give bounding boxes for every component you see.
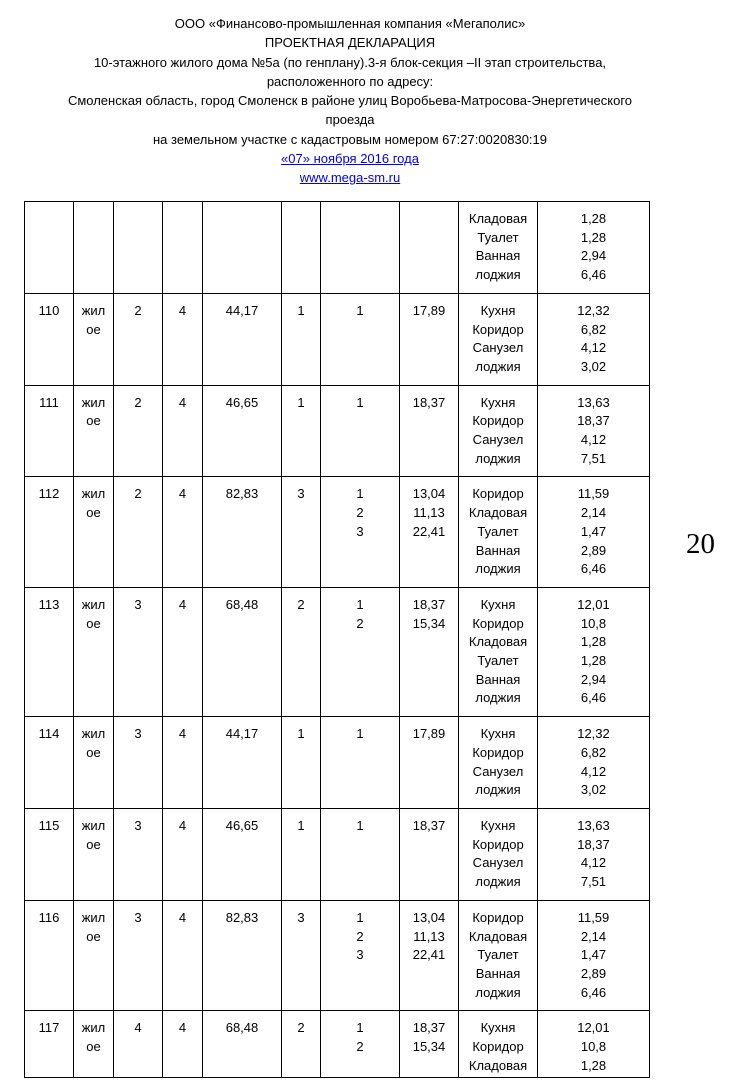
room-areas-line: 17,89 (412, 302, 446, 318)
total-area: 46,65 (203, 385, 282, 477)
auxiliary-room-areas-line: 10,8 (580, 1039, 607, 1055)
entrance: 4 (163, 587, 203, 716)
room-numbers-line: 1 (356, 596, 364, 612)
apartment-number: 116 (25, 900, 74, 1011)
auxiliary-room-names-line: лоджия (475, 267, 521, 283)
auxiliary-room-names (459, 808, 538, 900)
auxiliary-room-names (459, 717, 538, 809)
room-areas-line: 11,13 (413, 505, 445, 521)
total-area: 82,83 (203, 900, 282, 1011)
auxiliary-room-areas-line: 1,28 (580, 653, 607, 669)
room-areas (400, 808, 459, 900)
floor: 3 (114, 808, 163, 900)
company-name: ООО «Финансово-промышленная компания «Мегаполис» (174, 16, 526, 31)
room-numbers-line: 1 (356, 726, 364, 742)
auxiliary-room-names-line: лоджия (475, 358, 521, 374)
apartment-type (74, 587, 114, 716)
room-areas-line: 17,89 (412, 726, 446, 742)
room-numbers-line: 3 (356, 523, 364, 539)
auxiliary-room-names-line: Коридор (472, 486, 524, 502)
total-area (203, 202, 282, 294)
auxiliary-room-names-line: Ванная (475, 248, 521, 264)
room-numbers-line: 3 (356, 947, 364, 963)
room-numbers (321, 202, 400, 294)
rooms-count: 3 (282, 477, 321, 588)
auxiliary-room-names-line: Кухня (480, 394, 516, 410)
header-line-address-cont: проезда (325, 112, 375, 128)
room-numbers-line: 1 (356, 394, 364, 410)
room-areas-line: 13,04 (412, 486, 446, 502)
auxiliary-room-areas-line: 6,46 (580, 690, 607, 706)
room-numbers (321, 808, 400, 900)
apartment-type-line: жил (81, 1020, 106, 1036)
room-areas (400, 477, 459, 588)
room-areas (400, 717, 459, 809)
apartment-type-line: жил (81, 486, 106, 502)
auxiliary-room-names-line: Кладовая (468, 1057, 528, 1073)
auxiliary-room-areas-line: 2,14 (580, 928, 607, 944)
auxiliary-room-names-line: Санузел (472, 340, 524, 356)
auxiliary-room-names-line: Туалет (477, 947, 519, 963)
page-number: 20 (686, 528, 715, 560)
apartment-type-line: жил (81, 817, 106, 833)
room-areas (400, 385, 459, 477)
floor: 4 (114, 1011, 163, 1078)
rooms-count (282, 202, 321, 294)
rooms-count: 1 (282, 717, 321, 809)
apartment-number (25, 202, 74, 294)
table-row (25, 717, 650, 809)
room-numbers (321, 1011, 400, 1078)
auxiliary-room-names (459, 587, 538, 716)
auxiliary-room-names-line: лоджия (475, 782, 521, 798)
room-areas-line: 18,37 (412, 596, 446, 612)
apartment-type-line: ое (86, 928, 101, 944)
auxiliary-room-names-line: Коридор (472, 909, 524, 925)
floor: 2 (114, 385, 163, 477)
apartment-type (74, 293, 114, 385)
entrance: 4 (163, 293, 203, 385)
entrance: 4 (163, 385, 203, 477)
rooms-count: 1 (282, 808, 321, 900)
room-areas-line: 18,37 (412, 817, 446, 833)
apartment-type-line: жил (81, 394, 106, 410)
auxiliary-room-names-line: лоджия (475, 874, 521, 890)
apartment-number: 115 (25, 808, 74, 900)
rooms-count: 1 (282, 293, 321, 385)
table-row (25, 293, 650, 385)
auxiliary-room-areas (538, 808, 650, 900)
auxiliary-room-names-line: Санузел (472, 432, 524, 448)
auxiliary-room-areas-line: 18,37 (577, 413, 610, 429)
apartment-type (74, 900, 114, 1011)
auxiliary-room-areas (538, 385, 650, 477)
auxiliary-room-areas-line: 3,02 (580, 358, 607, 374)
entrance: 4 (163, 1011, 203, 1078)
auxiliary-room-areas-line: 1,28 (580, 634, 607, 650)
auxiliary-room-areas-line: 2,94 (580, 671, 607, 687)
room-numbers-line: 1 (356, 486, 364, 502)
total-area: 46,65 (203, 808, 282, 900)
auxiliary-room-areas-line: 4,12 (580, 855, 607, 871)
auxiliary-room-names-line: лоджия (475, 690, 521, 706)
header-line-cadastral: на земельном участке с кадастровым номером 67:27:0020830:19 (152, 131, 547, 147)
auxiliary-room-areas-line: 7,51 (580, 450, 607, 466)
auxiliary-room-areas-line: 11,59 (577, 909, 610, 925)
table-row (25, 385, 650, 477)
table-row (25, 202, 650, 294)
table-row (25, 587, 650, 716)
auxiliary-room-areas (538, 202, 650, 294)
entrance: 4 (163, 900, 203, 1011)
auxiliary-room-areas-line: 4,12 (580, 763, 607, 779)
rooms-count: 2 (282, 1011, 321, 1078)
room-numbers (321, 293, 400, 385)
auxiliary-room-areas-line: 6,82 (580, 321, 607, 337)
auxiliary-room-names-line: лоджия (475, 984, 521, 1000)
room-areas-line: 18,37 (412, 394, 446, 410)
apartment-type-line: жил (81, 909, 106, 925)
auxiliary-room-names-line: Санузел (472, 855, 524, 871)
auxiliary-room-names-line: Коридор (472, 615, 524, 631)
auxiliary-room-areas-line: 4,12 (580, 432, 607, 448)
entrance: 4 (163, 477, 203, 588)
room-numbers-line: 1 (356, 909, 364, 925)
apartment-type-line: ое (86, 413, 101, 429)
document-title: ПРОЕКТНАЯ ДЕКЛАРАЦИЯ (264, 35, 436, 51)
header-line-address: Смоленская область, город Смоленск в районе улиц Воробьева-Матросова-Энергетического (67, 93, 633, 109)
auxiliary-room-names-line: Санузел (472, 763, 524, 779)
auxiliary-room-areas-line: 12,01 (577, 596, 610, 612)
auxiliary-room-names-line: Кухня (480, 726, 516, 742)
table-row (25, 1011, 650, 1078)
total-area: 82,83 (203, 477, 282, 588)
auxiliary-room-areas-line: 12,01 (577, 1020, 610, 1036)
auxiliary-room-names-line: Туалет (477, 653, 519, 669)
room-areas (400, 293, 459, 385)
auxiliary-room-names-line: Ванная (475, 965, 521, 981)
apartment-number: 112 (25, 477, 74, 588)
auxiliary-room-names-line: Ванная (475, 542, 521, 558)
auxiliary-room-names-line: Коридор (472, 413, 524, 429)
room-numbers-line: 2 (356, 928, 364, 944)
total-area: 68,48 (203, 1011, 282, 1078)
auxiliary-room-names-line: Кухня (480, 596, 516, 612)
apartment-type (74, 202, 114, 294)
room-areas-line: 18,37 (412, 1020, 446, 1036)
auxiliary-room-areas-line: 4,12 (580, 340, 607, 356)
apartment-type (74, 808, 114, 900)
room-areas-line: 15,34 (412, 615, 446, 631)
apartment-type (74, 385, 114, 477)
date-link[interactable]: «07» ноября 2016 года (281, 151, 419, 167)
auxiliary-room-areas (538, 1011, 650, 1078)
room-numbers (321, 477, 400, 588)
auxiliary-room-names (459, 202, 538, 294)
auxiliary-room-names (459, 385, 538, 477)
table-row (25, 477, 650, 588)
auxiliary-room-names (459, 293, 538, 385)
auxiliary-room-areas-line: 13,63 (577, 817, 610, 833)
floor: 3 (114, 587, 163, 716)
apartment-number: 117 (25, 1011, 74, 1078)
auxiliary-room-areas-line: 2,89 (580, 542, 607, 558)
auxiliary-room-areas-line: 1,47 (580, 947, 607, 963)
apartment-number: 110 (25, 293, 74, 385)
rooms-count: 3 (282, 900, 321, 1011)
room-numbers-line: 2 (356, 615, 364, 631)
room-numbers (321, 717, 400, 809)
auxiliary-room-names-line: Кладовая (468, 505, 528, 521)
auxiliary-room-names-line: Туалет (477, 229, 519, 245)
auxiliary-room-names-line: Ванная (475, 671, 521, 687)
room-numbers (321, 900, 400, 1011)
auxiliary-room-areas-line: 18,37 (577, 836, 610, 852)
total-area: 44,17 (203, 717, 282, 809)
auxiliary-room-names-line: Коридор (472, 1039, 524, 1055)
auxiliary-room-names-line: Коридор (472, 321, 524, 337)
room-areas (400, 587, 459, 716)
auxiliary-room-areas-line: 6,82 (580, 744, 607, 760)
apartment-type-line: ое (86, 615, 101, 631)
auxiliary-room-names-line: Коридор (472, 836, 524, 852)
apartment-number: 113 (25, 587, 74, 716)
website-link[interactable]: www.mega-sm.ru (299, 170, 401, 186)
auxiliary-room-areas-line: 2,14 (580, 505, 607, 521)
room-numbers-line: 1 (356, 817, 364, 833)
floor: 2 (114, 477, 163, 588)
auxiliary-room-areas-line: 1,28 (580, 211, 607, 226)
room-areas-line: 11,13 (413, 928, 445, 944)
apartment-number: 111 (25, 385, 74, 477)
auxiliary-room-areas-line: 1,47 (580, 523, 607, 539)
auxiliary-room-names-line: лоджия (475, 450, 521, 466)
apartment-type-line: ое (86, 744, 101, 760)
auxiliary-room-names (459, 900, 538, 1011)
room-numbers-line: 2 (356, 1039, 364, 1055)
room-areas (400, 202, 459, 294)
auxiliary-room-names-line: лоджия (475, 561, 521, 577)
total-area: 44,17 (203, 293, 282, 385)
room-areas-line: 22,41 (412, 523, 446, 539)
room-numbers-line: 2 (356, 505, 364, 521)
auxiliary-room-areas-line: 6,46 (580, 561, 607, 577)
floor: 2 (114, 293, 163, 385)
auxiliary-room-areas (538, 900, 650, 1011)
apartment-type-line: ое (86, 505, 101, 521)
apartment-type-line: жил (81, 596, 106, 612)
auxiliary-room-areas-line: 1,28 (580, 1057, 607, 1073)
apartment-type-line: ое (86, 1039, 101, 1055)
room-areas (400, 900, 459, 1011)
rooms-count: 1 (282, 385, 321, 477)
room-areas-line: 15,34 (412, 1039, 446, 1055)
auxiliary-room-areas (538, 587, 650, 716)
auxiliary-room-areas-line: 2,89 (580, 965, 607, 981)
room-areas-line: 13,04 (412, 909, 446, 925)
apartment-type-line: жил (81, 302, 106, 318)
table-row (25, 900, 650, 1011)
auxiliary-room-names-line: Туалет (477, 523, 519, 539)
auxiliary-room-names-line: Кладовая (468, 928, 528, 944)
auxiliary-room-areas-line: 6,46 (580, 267, 607, 283)
auxiliary-room-names-line: Кладовая (468, 211, 528, 226)
auxiliary-room-areas-line: 3,02 (580, 782, 607, 798)
floor: 3 (114, 717, 163, 809)
auxiliary-room-areas (538, 717, 650, 809)
auxiliary-room-names-line: Кухня (480, 817, 516, 833)
apartment-type-line: жил (81, 726, 106, 742)
floor: 3 (114, 900, 163, 1011)
auxiliary-room-areas-line: 12,32 (577, 726, 610, 742)
auxiliary-room-names (459, 1011, 538, 1078)
room-numbers-line: 1 (356, 1020, 364, 1036)
auxiliary-room-names-line: Кухня (480, 1020, 516, 1036)
room-numbers-line: 1 (356, 302, 364, 318)
entrance: 4 (163, 717, 203, 809)
rooms-count: 2 (282, 587, 321, 716)
entrance: 4 (163, 808, 203, 900)
header-line-building: 10-этажного жилого дома №5а (по генплану).3-я блок-секция –II этап строительства, (93, 54, 607, 70)
auxiliary-room-areas (538, 477, 650, 588)
auxiliary-room-areas-line: 13,63 (577, 394, 610, 410)
apartment-type (74, 1011, 114, 1078)
floor (114, 202, 163, 294)
total-area: 68,48 (203, 587, 282, 716)
auxiliary-room-areas-line: 10,8 (580, 615, 607, 631)
auxiliary-room-areas (538, 293, 650, 385)
room-areas (400, 1011, 459, 1078)
header-line-address-label: расположенного по адресу: (266, 73, 434, 89)
apartments-table (24, 201, 650, 1078)
apartment-number: 114 (25, 717, 74, 809)
auxiliary-room-names-line: Кухня (480, 302, 516, 318)
auxiliary-room-areas-line: 2,94 (580, 248, 607, 264)
auxiliary-room-areas-line: 7,51 (580, 874, 607, 890)
auxiliary-room-names (459, 477, 538, 588)
apartment-type (74, 477, 114, 588)
apartment-type-line: ое (86, 321, 101, 337)
room-numbers (321, 385, 400, 477)
auxiliary-room-names-line: Коридор (472, 744, 524, 760)
auxiliary-room-names-line: Кладовая (468, 634, 528, 650)
document-header (0, 14, 700, 188)
auxiliary-room-areas-line: 11,59 (577, 486, 610, 502)
entrance (163, 202, 203, 294)
table-row (25, 808, 650, 900)
room-numbers (321, 587, 400, 716)
auxiliary-room-areas-line: 12,32 (577, 302, 610, 318)
room-areas-line: 22,41 (412, 947, 446, 963)
auxiliary-room-areas-line: 6,46 (580, 984, 607, 1000)
auxiliary-room-areas-line: 1,28 (580, 229, 607, 245)
apartment-type-line: ое (86, 836, 101, 852)
apartment-type (74, 717, 114, 809)
